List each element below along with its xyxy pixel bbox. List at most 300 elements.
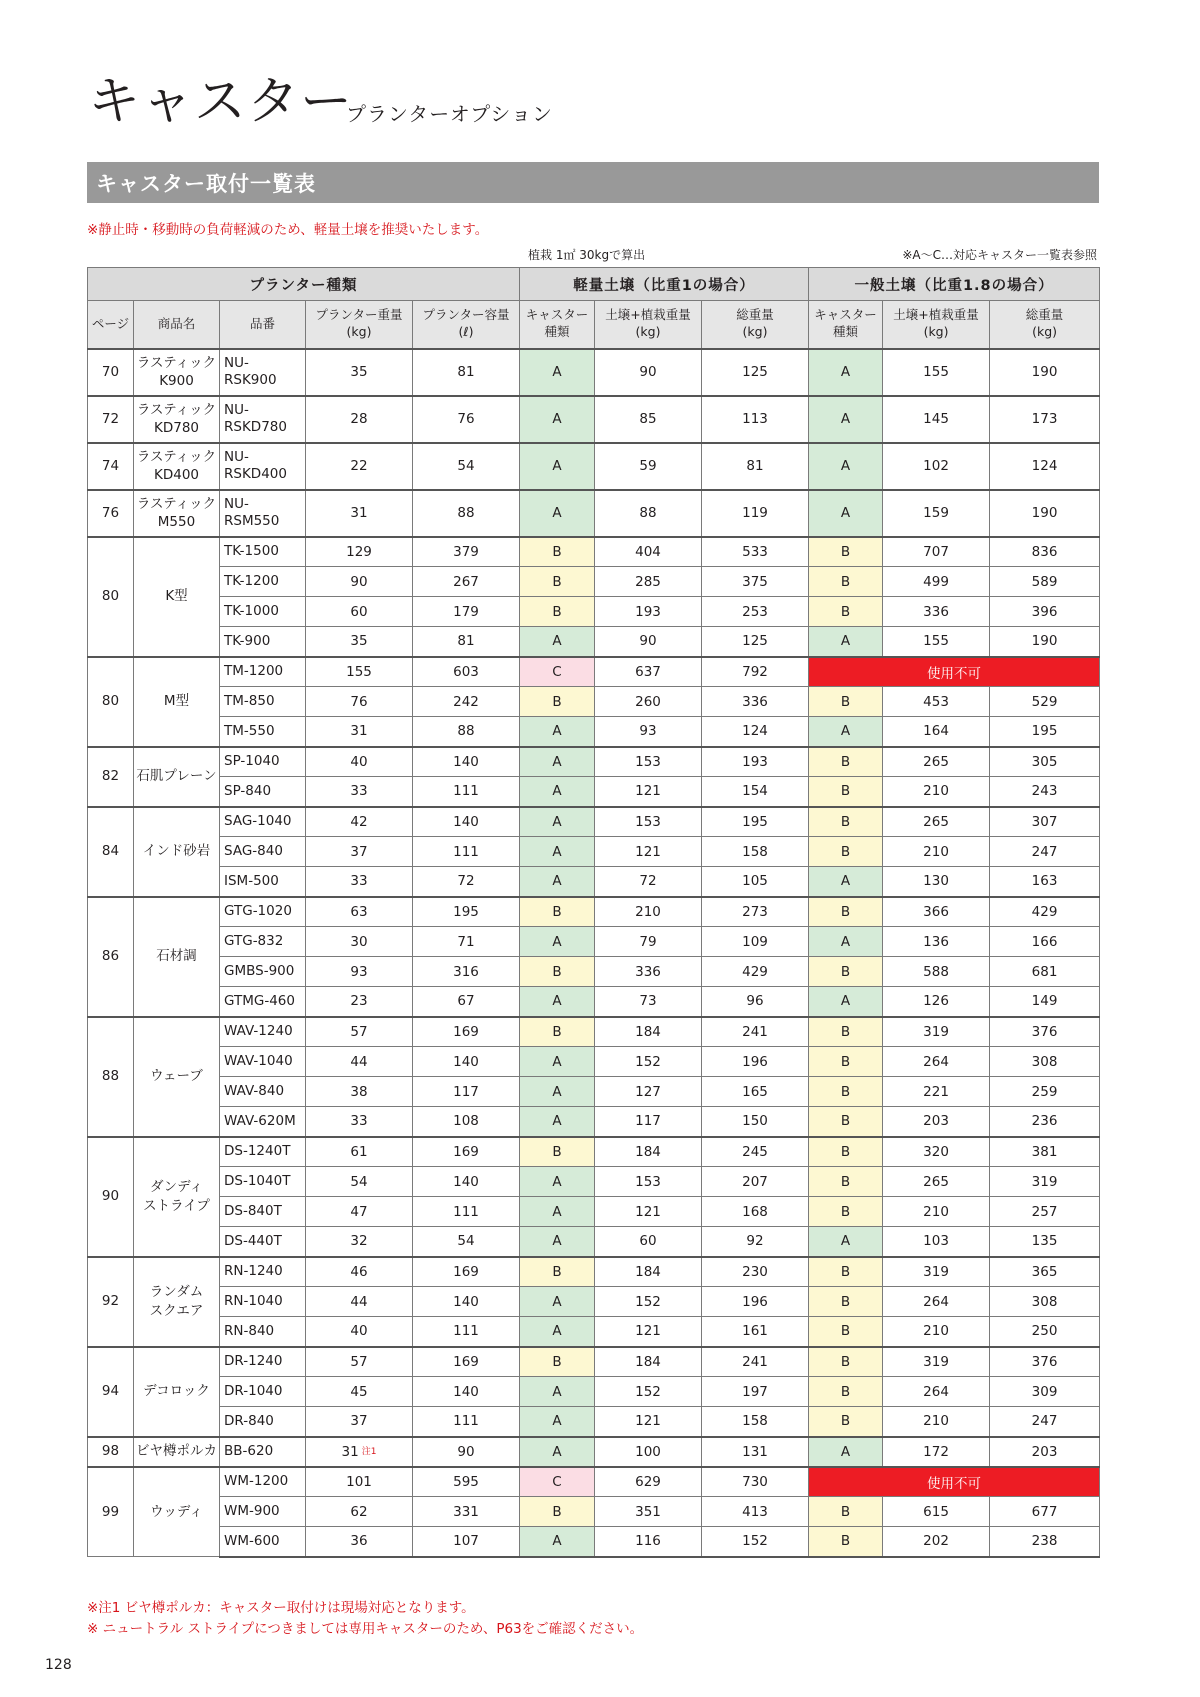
planter-capacity-cell: 81 <box>413 627 520 657</box>
light-soil-weight-cell: 260 <box>595 687 702 717</box>
planter-weight-cell: 22 <box>306 443 413 490</box>
table-row <box>88 897 1100 927</box>
planter-weight-cell: 54 <box>306 1167 413 1197</box>
model-cell: TK-900 <box>220 627 306 657</box>
col-header-light-caster: キャスター 種類 <box>520 301 595 349</box>
light-caster-type-cell: B <box>520 597 595 627</box>
model-cell: DR-1040 <box>220 1377 306 1407</box>
light-total-weight-cell: 413 <box>702 1497 809 1527</box>
light-soil-weight-cell: 153 <box>595 1167 702 1197</box>
light-caster-type-cell: A <box>520 1377 595 1407</box>
light-total-weight-cell: 241 <box>702 1017 809 1047</box>
light-caster-type-cell: B <box>520 567 595 597</box>
planter-capacity-cell: 111 <box>413 777 520 807</box>
light-caster-type-cell: C <box>520 1467 595 1497</box>
light-soil-weight-cell: 90 <box>595 349 702 396</box>
general-soil-weight-cell: 203 <box>883 1107 990 1137</box>
planter-weight-cell: 129 <box>306 537 413 567</box>
light-total-weight-cell: 195 <box>702 807 809 837</box>
light-soil-weight-cell: 184 <box>595 1137 702 1167</box>
light-soil-weight-cell: 152 <box>595 1047 702 1077</box>
light-caster-type-cell: B <box>520 1347 595 1377</box>
table-row <box>88 1257 1100 1287</box>
model-cell: SP-1040 <box>220 747 306 777</box>
planter-weight-cell: 47 <box>306 1197 413 1227</box>
table-row <box>88 1137 1100 1167</box>
light-total-weight-cell: 154 <box>702 777 809 807</box>
model-cell: WAV-1240 <box>220 1017 306 1047</box>
light-total-weight-cell: 105 <box>702 867 809 897</box>
light-caster-type-cell: B <box>520 1497 595 1527</box>
general-caster-type-cell: B <box>809 1497 883 1527</box>
table-row <box>88 777 1100 807</box>
col-header-model: 品番 <box>220 301 306 349</box>
general-caster-type-cell: A <box>809 1437 883 1467</box>
page-number: 128 <box>45 1657 72 1673</box>
general-total-weight-cell: 376 <box>990 1017 1100 1047</box>
table-row <box>88 957 1100 987</box>
light-total-weight-cell: 375 <box>702 567 809 597</box>
group-header-light-soil: 軽量土壌（比重1の場合） <box>520 268 809 301</box>
general-caster-type-cell: B <box>809 777 883 807</box>
general-total-weight-cell: 307 <box>990 807 1100 837</box>
light-total-weight-cell: 336 <box>702 687 809 717</box>
light-soil-weight-cell: 629 <box>595 1467 702 1497</box>
table-row <box>88 687 1100 717</box>
col-header-page: ページ <box>88 301 134 349</box>
general-total-weight-cell: 257 <box>990 1197 1100 1227</box>
general-total-weight-cell: 247 <box>990 1407 1100 1437</box>
planter-weight-cell: 44 <box>306 1287 413 1317</box>
model-cell: GMBS-900 <box>220 957 306 987</box>
light-total-weight-cell: 533 <box>702 537 809 567</box>
light-soil-weight-cell: 285 <box>595 567 702 597</box>
general-caster-type-cell: B <box>809 1317 883 1347</box>
col-header-planter-weight: プランター重量 (kg) <box>306 301 413 349</box>
model-cell: GTG-1020 <box>220 897 306 927</box>
light-caster-type-cell: A <box>520 927 595 957</box>
unusable-badge: 使用不可 <box>809 1467 1100 1497</box>
planter-weight-cell: 23 <box>306 987 413 1017</box>
general-soil-weight-cell: 210 <box>883 837 990 867</box>
model-cell: RN-840 <box>220 1317 306 1347</box>
general-soil-weight-cell: 145 <box>883 396 990 443</box>
general-soil-weight-cell: 588 <box>883 957 990 987</box>
light-total-weight-cell: 158 <box>702 1407 809 1437</box>
page-cell: 70 <box>88 349 134 396</box>
page-cell: 94 <box>88 1347 134 1437</box>
general-soil-weight-cell: 265 <box>883 747 990 777</box>
general-caster-type-cell: B <box>809 837 883 867</box>
general-caster-type-cell: A <box>809 1227 883 1257</box>
general-soil-weight-cell: 210 <box>883 1407 990 1437</box>
light-total-weight-cell: 92 <box>702 1227 809 1257</box>
product-name-cell: ウッディ <box>134 1467 220 1557</box>
col-header-general-total: 総重量 (kg) <box>990 301 1100 349</box>
col-header-general-soil-weight: 土壌+植栽重量 (kg) <box>883 301 990 349</box>
light-caster-type-cell: B <box>520 687 595 717</box>
group-header-planter: プランター種類 <box>88 268 520 301</box>
planter-capacity-cell: 111 <box>413 837 520 867</box>
general-total-weight-cell: 247 <box>990 837 1100 867</box>
planter-weight-cell: 90 <box>306 567 413 597</box>
page-cell: 92 <box>88 1257 134 1347</box>
page-cell: 88 <box>88 1017 134 1137</box>
general-total-weight-cell: 135 <box>990 1227 1100 1257</box>
light-soil-weight-cell: 59 <box>595 443 702 490</box>
general-soil-weight-cell: 210 <box>883 1317 990 1347</box>
table-row <box>88 1437 1100 1467</box>
soil-recommendation-note: ※静止時・移動時の負荷軽減のため、軽量土壌を推奨いたします。 <box>87 222 489 238</box>
light-caster-type-cell: A <box>520 1437 595 1467</box>
planter-capacity-cell: 107 <box>413 1527 520 1557</box>
general-soil-weight-cell: 136 <box>883 927 990 957</box>
light-soil-weight-cell: 121 <box>595 1197 702 1227</box>
general-soil-weight-cell: 126 <box>883 987 990 1017</box>
general-soil-weight-cell: 264 <box>883 1047 990 1077</box>
general-caster-type-cell: B <box>809 1137 883 1167</box>
model-cell: WAV-1040 <box>220 1047 306 1077</box>
planter-weight-cell: 33 <box>306 1107 413 1137</box>
model-cell: DS-1240T <box>220 1137 306 1167</box>
planter-weight-cell: 37 <box>306 1407 413 1437</box>
light-soil-weight-cell: 404 <box>595 537 702 567</box>
general-total-weight-cell: 173 <box>990 396 1100 443</box>
light-soil-weight-cell: 127 <box>595 1077 702 1107</box>
model-cell: NU- RSM550 <box>220 490 306 537</box>
planter-capacity-cell: 140 <box>413 1377 520 1407</box>
general-soil-weight-cell: 221 <box>883 1077 990 1107</box>
general-total-weight-cell: 305 <box>990 747 1100 777</box>
group-header-general-soil: 一般土壌（比重1.8の場合） <box>809 268 1100 301</box>
light-caster-type-cell: B <box>520 537 595 567</box>
col-header-planter-capacity: プランター容量 (ℓ) <box>413 301 520 349</box>
table-row <box>88 490 1100 537</box>
general-soil-weight-cell: 366 <box>883 897 990 927</box>
product-name-cell: ラスティック K900 <box>134 349 220 396</box>
general-caster-type-cell: B <box>809 1077 883 1107</box>
light-soil-weight-cell: 88 <box>595 490 702 537</box>
general-total-weight-cell: 836 <box>990 537 1100 567</box>
planter-weight-cell: 45 <box>306 1377 413 1407</box>
table-row <box>88 1197 1100 1227</box>
planter-capacity-cell: 169 <box>413 1137 520 1167</box>
light-total-weight-cell: 125 <box>702 349 809 396</box>
light-soil-weight-cell: 152 <box>595 1287 702 1317</box>
general-total-weight-cell: 238 <box>990 1527 1100 1557</box>
general-soil-weight-cell: 499 <box>883 567 990 597</box>
general-caster-type-cell: B <box>809 747 883 777</box>
light-caster-type-cell: A <box>520 1407 595 1437</box>
model-cell: TM-1200 <box>220 657 306 687</box>
general-caster-type-cell: A <box>809 717 883 747</box>
light-caster-type-cell: A <box>520 349 595 396</box>
light-caster-type-cell: B <box>520 1017 595 1047</box>
planter-weight-cell: 35 <box>306 349 413 396</box>
planter-capacity-cell: 76 <box>413 396 520 443</box>
light-caster-type-cell: A <box>520 777 595 807</box>
table-row <box>88 807 1100 837</box>
light-soil-weight-cell: 336 <box>595 957 702 987</box>
planter-capacity-cell: 331 <box>413 1497 520 1527</box>
caster-spec-table <box>87 267 1100 1558</box>
table-body <box>88 349 1100 1557</box>
model-cell: TK-1500 <box>220 537 306 567</box>
light-soil-weight-cell: 93 <box>595 717 702 747</box>
light-total-weight-cell: 197 <box>702 1377 809 1407</box>
product-name-cell: K型 <box>134 537 220 657</box>
light-total-weight-cell: 196 <box>702 1047 809 1077</box>
general-total-weight-cell: 250 <box>990 1317 1100 1347</box>
general-soil-weight-cell: 210 <box>883 1197 990 1227</box>
general-caster-type-cell: A <box>809 867 883 897</box>
general-soil-weight-cell: 319 <box>883 1257 990 1287</box>
light-caster-type-cell: A <box>520 1287 595 1317</box>
light-caster-type-cell: B <box>520 957 595 987</box>
light-caster-type-cell: A <box>520 717 595 747</box>
light-caster-type-cell: A <box>520 1317 595 1347</box>
light-total-weight-cell: 119 <box>702 490 809 537</box>
planter-weight-cell: 63 <box>306 897 413 927</box>
table-row <box>88 1347 1100 1377</box>
general-soil-weight-cell: 319 <box>883 1017 990 1047</box>
model-cell: ISM-500 <box>220 867 306 897</box>
product-name-cell: ラスティック KD400 <box>134 443 220 490</box>
light-caster-type-cell: A <box>520 1197 595 1227</box>
planter-capacity-cell: 111 <box>413 1317 520 1347</box>
general-caster-type-cell: A <box>809 987 883 1017</box>
planter-capacity-cell: 54 <box>413 443 520 490</box>
planter-weight-cell: 30 <box>306 927 413 957</box>
general-caster-type-cell: B <box>809 1347 883 1377</box>
general-caster-type-cell: B <box>809 807 883 837</box>
planter-weight-cell: 61 <box>306 1137 413 1167</box>
page-subtitle: プランターオプション <box>346 102 553 126</box>
model-cell: WM-1200 <box>220 1467 306 1497</box>
page-cell: 80 <box>88 537 134 657</box>
table-row <box>88 1407 1100 1437</box>
planter-weight-cell: 35 <box>306 627 413 657</box>
light-total-weight-cell: 158 <box>702 837 809 867</box>
light-soil-weight-cell: 184 <box>595 1017 702 1047</box>
general-soil-weight-cell: 164 <box>883 717 990 747</box>
light-total-weight-cell: 273 <box>702 897 809 927</box>
light-caster-type-cell: A <box>520 1167 595 1197</box>
general-caster-type-cell: A <box>809 490 883 537</box>
planter-weight-cell: 57 <box>306 1347 413 1377</box>
general-caster-type-cell: B <box>809 1527 883 1557</box>
calculation-note: 植栽 1㎡ 30kgで算出 <box>528 248 646 262</box>
page-cell: 74 <box>88 443 134 490</box>
general-total-weight-cell: 365 <box>990 1257 1100 1287</box>
light-total-weight-cell: 150 <box>702 1107 809 1137</box>
light-total-weight-cell: 253 <box>702 597 809 627</box>
model-cell: DS-1040T <box>220 1167 306 1197</box>
page-cell: 84 <box>88 807 134 897</box>
model-cell: DS-440T <box>220 1227 306 1257</box>
light-caster-type-cell: A <box>520 1077 595 1107</box>
light-soil-weight-cell: 193 <box>595 597 702 627</box>
model-cell: TM-850 <box>220 687 306 717</box>
light-soil-weight-cell: 121 <box>595 777 702 807</box>
page-cell: 86 <box>88 897 134 1017</box>
table-row <box>88 927 1100 957</box>
light-total-weight-cell: 124 <box>702 717 809 747</box>
planter-capacity-cell: 595 <box>413 1467 520 1497</box>
planter-weight-cell: 31 <box>306 490 413 537</box>
planter-capacity-cell: 88 <box>413 490 520 537</box>
light-caster-type-cell: A <box>520 1527 595 1557</box>
general-soil-weight-cell: 159 <box>883 490 990 537</box>
model-cell: NU- RSKD780 <box>220 396 306 443</box>
product-name-cell: ラスティック KD780 <box>134 396 220 443</box>
general-caster-type-cell: A <box>809 349 883 396</box>
light-total-weight-cell: 81 <box>702 443 809 490</box>
model-cell: BB-620 <box>220 1437 306 1467</box>
table-row <box>88 1317 1100 1347</box>
general-caster-type-cell: A <box>809 627 883 657</box>
table-row <box>88 717 1100 747</box>
general-soil-weight-cell: 453 <box>883 687 990 717</box>
general-soil-weight-cell: 264 <box>883 1377 990 1407</box>
planter-capacity-cell: 111 <box>413 1197 520 1227</box>
model-cell: GTG-832 <box>220 927 306 957</box>
general-total-weight-cell: 190 <box>990 627 1100 657</box>
planter-capacity-cell: 140 <box>413 807 520 837</box>
col-header-light-total: 総重量 (kg) <box>702 301 809 349</box>
model-cell: DS-840T <box>220 1197 306 1227</box>
general-caster-type-cell: B <box>809 897 883 927</box>
light-soil-weight-cell: 100 <box>595 1437 702 1467</box>
light-soil-weight-cell: 116 <box>595 1527 702 1557</box>
table-row <box>88 1167 1100 1197</box>
table-row <box>88 443 1100 490</box>
planter-weight-cell: 101 <box>306 1467 413 1497</box>
general-caster-type-cell: B <box>809 1047 883 1077</box>
light-soil-weight-cell: 72 <box>595 867 702 897</box>
planter-capacity-cell: 179 <box>413 597 520 627</box>
planter-weight-cell: 46 <box>306 1257 413 1287</box>
light-caster-type-cell: B <box>520 1257 595 1287</box>
table-row <box>88 1047 1100 1077</box>
light-soil-weight-cell: 121 <box>595 1407 702 1437</box>
caster-reference-note: ※A〜C…対応キャスター一覧表参照 <box>902 248 1097 262</box>
footnote-2: ※ ニュートラル ストライプにつきましては専用キャスターのため、P63をご確認ください。 <box>87 1621 644 1637</box>
planter-capacity-cell: 111 <box>413 1407 520 1437</box>
col-header-general-caster: キャスター 種類 <box>809 301 883 349</box>
light-soil-weight-cell: 85 <box>595 396 702 443</box>
light-caster-type-cell: A <box>520 1227 595 1257</box>
planter-capacity-cell: 169 <box>413 1017 520 1047</box>
section-title-bar: キャスター取付一覧表 <box>87 162 1099 203</box>
page-cell: 82 <box>88 747 134 807</box>
product-name-cell: デコロック <box>134 1347 220 1437</box>
model-cell: NU- RSK900 <box>220 349 306 396</box>
table-row <box>88 1077 1100 1107</box>
light-soil-weight-cell: 184 <box>595 1347 702 1377</box>
planter-capacity-cell: 71 <box>413 927 520 957</box>
model-cell: WAV-620M <box>220 1107 306 1137</box>
planter-weight-cell: 37 <box>306 837 413 867</box>
light-soil-weight-cell: 121 <box>595 837 702 867</box>
light-caster-type-cell: A <box>520 807 595 837</box>
light-soil-weight-cell: 73 <box>595 987 702 1017</box>
general-total-weight-cell: 429 <box>990 897 1100 927</box>
table-row <box>88 597 1100 627</box>
planter-capacity-cell: 267 <box>413 567 520 597</box>
light-soil-weight-cell: 90 <box>595 627 702 657</box>
table-row <box>88 396 1100 443</box>
light-total-weight-cell: 125 <box>702 627 809 657</box>
planter-capacity-cell: 72 <box>413 867 520 897</box>
light-total-weight-cell: 109 <box>702 927 809 957</box>
light-caster-type-cell: B <box>520 1137 595 1167</box>
light-soil-weight-cell: 351 <box>595 1497 702 1527</box>
general-soil-weight-cell: 336 <box>883 597 990 627</box>
planter-weight-cell: 40 <box>306 1317 413 1347</box>
general-caster-type-cell: B <box>809 1107 883 1137</box>
general-soil-weight-cell: 319 <box>883 1347 990 1377</box>
planter-capacity-cell: 140 <box>413 1047 520 1077</box>
general-total-weight-cell: 589 <box>990 567 1100 597</box>
light-caster-type-cell: A <box>520 396 595 443</box>
footnote-1: ※注1 ビヤ樽ポルカ：キャスター取付けは現場対応となります。 <box>87 1600 475 1616</box>
table-row <box>88 867 1100 897</box>
general-caster-type-cell: B <box>809 1257 883 1287</box>
light-total-weight-cell: 168 <box>702 1197 809 1227</box>
model-cell: WAV-840 <box>220 1077 306 1107</box>
general-total-weight-cell: 677 <box>990 1497 1100 1527</box>
general-total-weight-cell: 236 <box>990 1107 1100 1137</box>
model-cell: SAG-1040 <box>220 807 306 837</box>
general-total-weight-cell: 381 <box>990 1137 1100 1167</box>
product-name-cell: ダンディ ストライプ <box>134 1137 220 1257</box>
general-total-weight-cell: 309 <box>990 1377 1100 1407</box>
table-row <box>88 1377 1100 1407</box>
light-total-weight-cell: 193 <box>702 747 809 777</box>
planter-capacity-cell: 242 <box>413 687 520 717</box>
table-row <box>88 1017 1100 1047</box>
planter-weight-cell: 40 <box>306 747 413 777</box>
light-caster-type-cell: A <box>520 987 595 1017</box>
planter-weight-cell: 57 <box>306 1017 413 1047</box>
product-name-cell: 石材調 <box>134 897 220 1017</box>
light-total-weight-cell: 131 <box>702 1437 809 1467</box>
general-total-weight-cell: 243 <box>990 777 1100 807</box>
model-cell: NU- RSKD400 <box>220 443 306 490</box>
light-soil-weight-cell: 152 <box>595 1377 702 1407</box>
general-caster-type-cell: B <box>809 537 883 567</box>
model-cell: RN-1240 <box>220 1257 306 1287</box>
model-cell: WM-600 <box>220 1527 306 1557</box>
planter-weight-cell: 155 <box>306 657 413 687</box>
light-caster-type-cell: A <box>520 837 595 867</box>
table-row <box>88 747 1100 777</box>
planter-capacity-cell: 90 <box>413 1437 520 1467</box>
planter-capacity-cell: 108 <box>413 1107 520 1137</box>
light-caster-type-cell: A <box>520 867 595 897</box>
model-cell: GTMG-460 <box>220 987 306 1017</box>
light-caster-type-cell: A <box>520 490 595 537</box>
page-cell: 76 <box>88 490 134 537</box>
general-total-weight-cell: 259 <box>990 1077 1100 1107</box>
product-name-cell: ウェーブ <box>134 1017 220 1137</box>
planter-capacity-cell: 603 <box>413 657 520 687</box>
light-soil-weight-cell: 184 <box>595 1257 702 1287</box>
planter-weight-cell: 93 <box>306 957 413 987</box>
table-row <box>88 837 1100 867</box>
light-total-weight-cell: 241 <box>702 1347 809 1377</box>
